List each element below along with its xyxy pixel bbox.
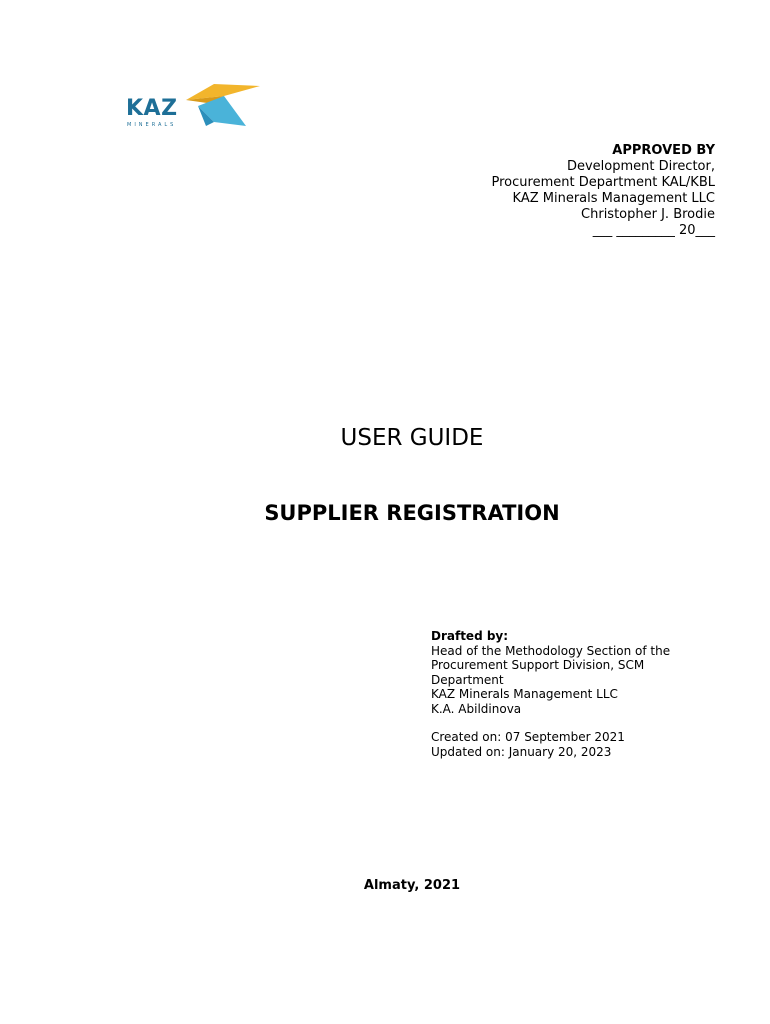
- logo-subtitle: MINERALS: [127, 122, 177, 128]
- drafted-heading: Drafted by:: [431, 629, 509, 643]
- drafted-line: K.A. Abildinova: [431, 701, 522, 716]
- approval-block: [492, 143, 716, 239]
- drafted-line: Department: [431, 672, 504, 687]
- drafted-line: Head of the Methodology Section of the: [431, 643, 671, 658]
- drafted-line: Procurement Support Division, SCM: [431, 658, 645, 672]
- drafted-block: [431, 629, 701, 759]
- drafted-line: KAZ Minerals Management LLC: [431, 687, 618, 701]
- approval-heading: APPROVED BY: [612, 143, 715, 158]
- company-logo: [124, 82, 264, 132]
- approval-line: Christopher J. Brodie: [581, 207, 715, 222]
- updated-date: Updated on: January 20, 2023: [431, 744, 612, 759]
- document-title: USER GUIDE: [340, 425, 484, 451]
- logo-mark-icon: [184, 82, 264, 130]
- approval-date-line: ___ _________ 20___: [592, 223, 715, 238]
- document-subtitle: SUPPLIER REGISTRATION: [264, 501, 560, 525]
- approval-line: KAZ Minerals Management LLC: [512, 191, 715, 206]
- place-year: Almaty, 2021: [363, 878, 461, 893]
- logo-wordmark: KAZ: [126, 96, 178, 121]
- approval-line: Procurement Department KAL/KBL: [491, 175, 715, 190]
- created-date: Created on: 07 September 2021: [431, 730, 625, 744]
- approval-line: Development Director,: [566, 159, 715, 174]
